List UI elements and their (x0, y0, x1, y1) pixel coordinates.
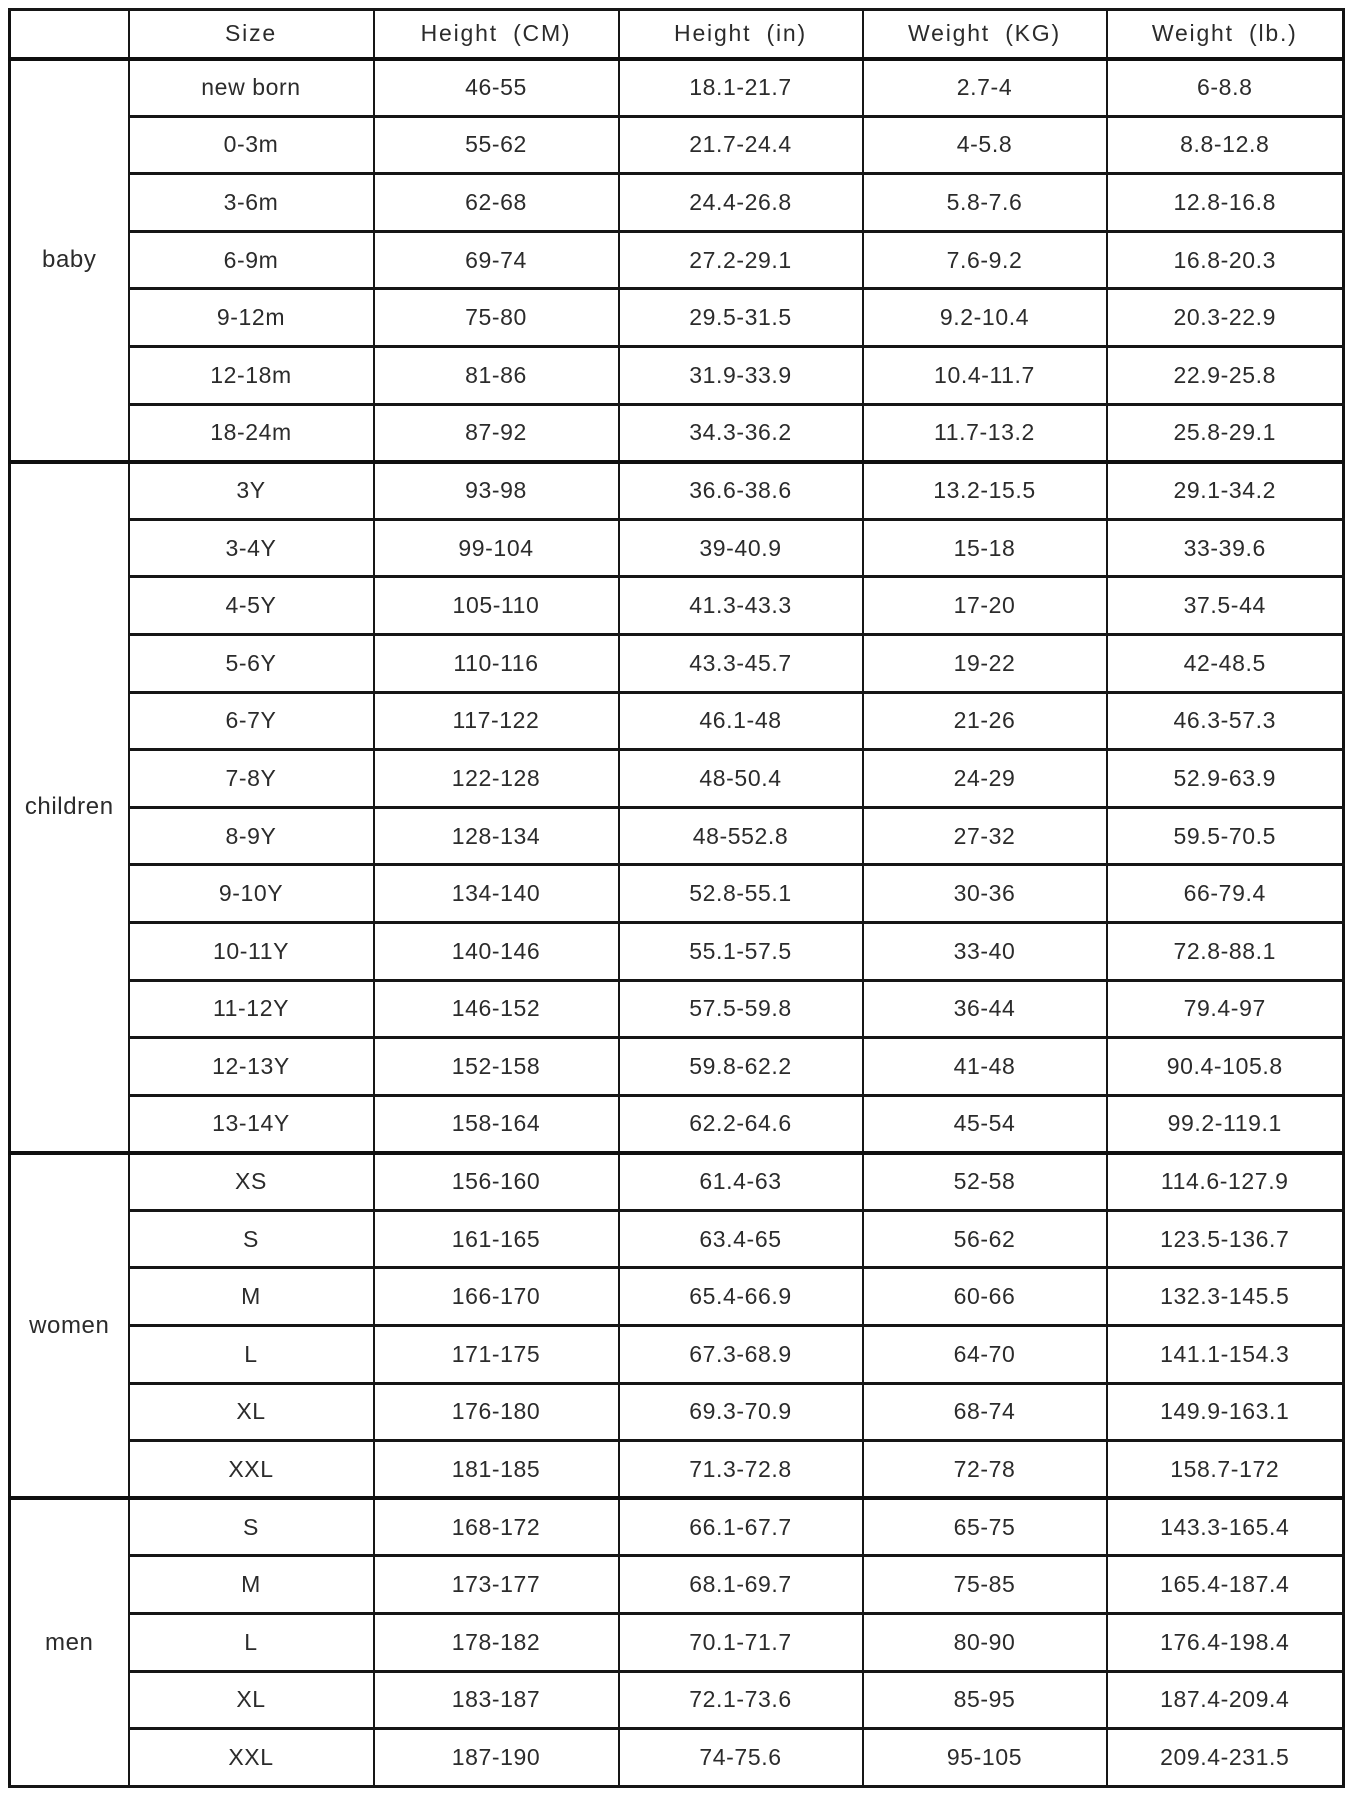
table-header (10, 10, 1344, 59)
value-cell: 66.1-67.7 (619, 1498, 863, 1556)
value-cell: 95-105 (863, 1729, 1107, 1787)
table-row (10, 174, 1344, 232)
table-row (10, 1614, 1344, 1672)
table-row (10, 1441, 1344, 1499)
header-cell-height-cm: Height (CM) (374, 10, 619, 59)
value-cell: 183-187 (374, 1671, 619, 1729)
size-cell: new born (129, 59, 374, 117)
value-cell: 158.7-172 (1107, 1441, 1344, 1499)
header-cell-size: Size (129, 10, 374, 59)
value-cell: 52.8-55.1 (619, 865, 863, 923)
value-cell: 36-44 (863, 980, 1107, 1038)
value-cell: 93-98 (374, 462, 619, 520)
value-cell: 114.6-127.9 (1107, 1153, 1344, 1211)
value-cell: 90.4-105.8 (1107, 1038, 1344, 1096)
value-cell: 39-40.9 (619, 519, 863, 577)
header-cell-weight-lb: Weight (lb.) (1107, 10, 1344, 59)
value-cell: 34.3-36.2 (619, 404, 863, 462)
value-cell: 181-185 (374, 1441, 619, 1499)
value-cell: 52.9-63.9 (1107, 750, 1344, 808)
value-cell: 21.7-24.4 (619, 116, 863, 174)
size-cell: L (129, 1614, 374, 1672)
size-cell: 3-4Y (129, 519, 374, 577)
value-cell: 27-32 (863, 807, 1107, 865)
size-cell: XXL (129, 1729, 374, 1787)
size-cell: 3Y (129, 462, 374, 520)
value-cell: 33-40 (863, 922, 1107, 980)
table-row (10, 922, 1344, 980)
table-row (10, 59, 1344, 117)
value-cell: 187-190 (374, 1729, 619, 1787)
size-cell: 3-6m (129, 174, 374, 232)
value-cell: 43.3-45.7 (619, 634, 863, 692)
value-cell: 37.5-44 (1107, 577, 1344, 635)
size-cell: 18-24m (129, 404, 374, 462)
table-row (10, 1671, 1344, 1729)
value-cell: 176.4-198.4 (1107, 1614, 1344, 1672)
value-cell: 140-146 (374, 922, 619, 980)
size-cell: 5-6Y (129, 634, 374, 692)
value-cell: 61.4-63 (619, 1153, 863, 1211)
value-cell: 134-140 (374, 865, 619, 923)
value-cell: 187.4-209.4 (1107, 1671, 1344, 1729)
size-cell: 0-3m (129, 116, 374, 174)
value-cell: 87-92 (374, 404, 619, 462)
size-cell: S (129, 1498, 374, 1556)
table-row (10, 116, 1344, 174)
table-row (10, 519, 1344, 577)
value-cell: 48-50.4 (619, 750, 863, 808)
header-cell-group (10, 10, 129, 59)
table-row (10, 692, 1344, 750)
value-cell: 70.1-71.7 (619, 1614, 863, 1672)
table-row (10, 289, 1344, 347)
table-row (10, 1268, 1344, 1326)
value-cell: 7.6-9.2 (863, 231, 1107, 289)
value-cell: 22.9-25.8 (1107, 346, 1344, 404)
value-cell: 122-128 (374, 750, 619, 808)
value-cell: 65-75 (863, 1498, 1107, 1556)
value-cell: 55.1-57.5 (619, 922, 863, 980)
table-row (10, 634, 1344, 692)
value-cell: 178-182 (374, 1614, 619, 1672)
value-cell: 123.5-136.7 (1107, 1210, 1344, 1268)
size-cell: 6-7Y (129, 692, 374, 750)
table-row (10, 1210, 1344, 1268)
value-cell: 21-26 (863, 692, 1107, 750)
value-cell: 60-66 (863, 1268, 1107, 1326)
value-cell: 99-104 (374, 519, 619, 577)
value-cell: 17-20 (863, 577, 1107, 635)
size-cell: 6-9m (129, 231, 374, 289)
size-cell: 11-12Y (129, 980, 374, 1038)
value-cell: 45-54 (863, 1095, 1107, 1153)
value-cell: 85-95 (863, 1671, 1107, 1729)
value-cell: 71.3-72.8 (619, 1441, 863, 1499)
value-cell: 10.4-11.7 (863, 346, 1107, 404)
value-cell: 66-79.4 (1107, 865, 1344, 923)
value-cell: 62-68 (374, 174, 619, 232)
value-cell: 209.4-231.5 (1107, 1729, 1344, 1787)
value-cell: 13.2-15.5 (863, 462, 1107, 520)
group-label-women: women (10, 1153, 129, 1499)
size-cell: 9-12m (129, 289, 374, 347)
table-row (10, 1095, 1344, 1153)
value-cell: 4-5.8 (863, 116, 1107, 174)
group-label-children: children (10, 462, 129, 1153)
value-cell: 67.3-68.9 (619, 1326, 863, 1384)
value-cell: 29.1-34.2 (1107, 462, 1344, 520)
size-cell: L (129, 1326, 374, 1384)
size-cell: 4-5Y (129, 577, 374, 635)
value-cell: 75-80 (374, 289, 619, 347)
value-cell: 63.4-65 (619, 1210, 863, 1268)
table-row (10, 1326, 1344, 1384)
value-cell: 110-116 (374, 634, 619, 692)
value-cell: 171-175 (374, 1326, 619, 1384)
value-cell: 146-152 (374, 980, 619, 1038)
value-cell: 11.7-13.2 (863, 404, 1107, 462)
value-cell: 9.2-10.4 (863, 289, 1107, 347)
value-cell: 55-62 (374, 116, 619, 174)
value-cell: 31.9-33.9 (619, 346, 863, 404)
value-cell: 41-48 (863, 1038, 1107, 1096)
table-row (10, 462, 1344, 520)
size-cell: 12-18m (129, 346, 374, 404)
value-cell: 65.4-66.9 (619, 1268, 863, 1326)
size-cell: 8-9Y (129, 807, 374, 865)
size-cell: 12-13Y (129, 1038, 374, 1096)
value-cell: 165.4-187.4 (1107, 1556, 1344, 1614)
value-cell: 64-70 (863, 1326, 1107, 1384)
value-cell: 69.3-70.9 (619, 1383, 863, 1441)
value-cell: 166-170 (374, 1268, 619, 1326)
value-cell: 79.4-97 (1107, 980, 1344, 1038)
value-cell: 161-165 (374, 1210, 619, 1268)
value-cell: 141.1-154.3 (1107, 1326, 1344, 1384)
value-cell: 72.8-88.1 (1107, 922, 1344, 980)
group-label-men: men (10, 1498, 129, 1786)
table-row (10, 980, 1344, 1038)
table-row (10, 577, 1344, 635)
table-row (10, 1556, 1344, 1614)
value-cell: 46.3-57.3 (1107, 692, 1344, 750)
table-row (10, 865, 1344, 923)
value-cell: 6-8.8 (1107, 59, 1344, 117)
value-cell: 24.4-26.8 (619, 174, 863, 232)
table-body (10, 59, 1344, 1787)
value-cell: 12.8-16.8 (1107, 174, 1344, 232)
header-row (10, 10, 1344, 59)
value-cell: 29.5-31.5 (619, 289, 863, 347)
value-cell: 18.1-21.7 (619, 59, 863, 117)
value-cell: 99.2-119.1 (1107, 1095, 1344, 1153)
value-cell: 16.8-20.3 (1107, 231, 1344, 289)
table-row (10, 750, 1344, 808)
value-cell: 72.1-73.6 (619, 1671, 863, 1729)
value-cell: 20.3-22.9 (1107, 289, 1344, 347)
value-cell: 19-22 (863, 634, 1107, 692)
size-chart-sheet (8, 8, 1342, 1788)
value-cell: 69-74 (374, 231, 619, 289)
value-cell: 15-18 (863, 519, 1107, 577)
value-cell: 24-29 (863, 750, 1107, 808)
value-cell: 48-552.8 (619, 807, 863, 865)
group-label-baby: baby (10, 59, 129, 462)
value-cell: 117-122 (374, 692, 619, 750)
size-cell: XS (129, 1153, 374, 1211)
table-row (10, 1153, 1344, 1211)
value-cell: 59.8-62.2 (619, 1038, 863, 1096)
size-cell: 13-14Y (129, 1095, 374, 1153)
size-cell: S (129, 1210, 374, 1268)
value-cell: 158-164 (374, 1095, 619, 1153)
value-cell: 149.9-163.1 (1107, 1383, 1344, 1441)
header-cell-weight-kg: Weight (KG) (863, 10, 1107, 59)
table-row (10, 1383, 1344, 1441)
value-cell: 152-158 (374, 1038, 619, 1096)
size-cell: M (129, 1268, 374, 1326)
table-row (10, 807, 1344, 865)
value-cell: 27.2-29.1 (619, 231, 863, 289)
value-cell: 36.6-38.6 (619, 462, 863, 520)
value-cell: 59.5-70.5 (1107, 807, 1344, 865)
size-cell: 7-8Y (129, 750, 374, 808)
header-cell-height-in: Height (in) (619, 10, 863, 59)
value-cell: 33-39.6 (1107, 519, 1344, 577)
value-cell: 105-110 (374, 577, 619, 635)
size-cell: M (129, 1556, 374, 1614)
value-cell: 75-85 (863, 1556, 1107, 1614)
value-cell: 30-36 (863, 865, 1107, 923)
value-cell: 2.7-4 (863, 59, 1107, 117)
table-row (10, 1498, 1344, 1556)
value-cell: 46-55 (374, 59, 619, 117)
size-chart-table (8, 8, 1345, 1788)
value-cell: 42-48.5 (1107, 634, 1344, 692)
value-cell: 68.1-69.7 (619, 1556, 863, 1614)
size-cell: 10-11Y (129, 922, 374, 980)
value-cell: 41.3-43.3 (619, 577, 863, 635)
size-cell: XXL (129, 1441, 374, 1499)
table-row (10, 231, 1344, 289)
value-cell: 128-134 (374, 807, 619, 865)
size-cell: XL (129, 1671, 374, 1729)
value-cell: 5.8-7.6 (863, 174, 1107, 232)
value-cell: 57.5-59.8 (619, 980, 863, 1038)
size-cell: XL (129, 1383, 374, 1441)
table-row (10, 404, 1344, 462)
value-cell: 46.1-48 (619, 692, 863, 750)
value-cell: 80-90 (863, 1614, 1107, 1672)
value-cell: 8.8-12.8 (1107, 116, 1344, 174)
value-cell: 143.3-165.4 (1107, 1498, 1344, 1556)
value-cell: 25.8-29.1 (1107, 404, 1344, 462)
table-row (10, 1038, 1344, 1096)
value-cell: 68-74 (863, 1383, 1107, 1441)
value-cell: 62.2-64.6 (619, 1095, 863, 1153)
value-cell: 173-177 (374, 1556, 619, 1614)
table-row (10, 1729, 1344, 1787)
value-cell: 176-180 (374, 1383, 619, 1441)
table-row (10, 346, 1344, 404)
value-cell: 168-172 (374, 1498, 619, 1556)
value-cell: 52-58 (863, 1153, 1107, 1211)
value-cell: 156-160 (374, 1153, 619, 1211)
value-cell: 72-78 (863, 1441, 1107, 1499)
value-cell: 74-75.6 (619, 1729, 863, 1787)
value-cell: 81-86 (374, 346, 619, 404)
size-cell: 9-10Y (129, 865, 374, 923)
value-cell: 56-62 (863, 1210, 1107, 1268)
value-cell: 132.3-145.5 (1107, 1268, 1344, 1326)
